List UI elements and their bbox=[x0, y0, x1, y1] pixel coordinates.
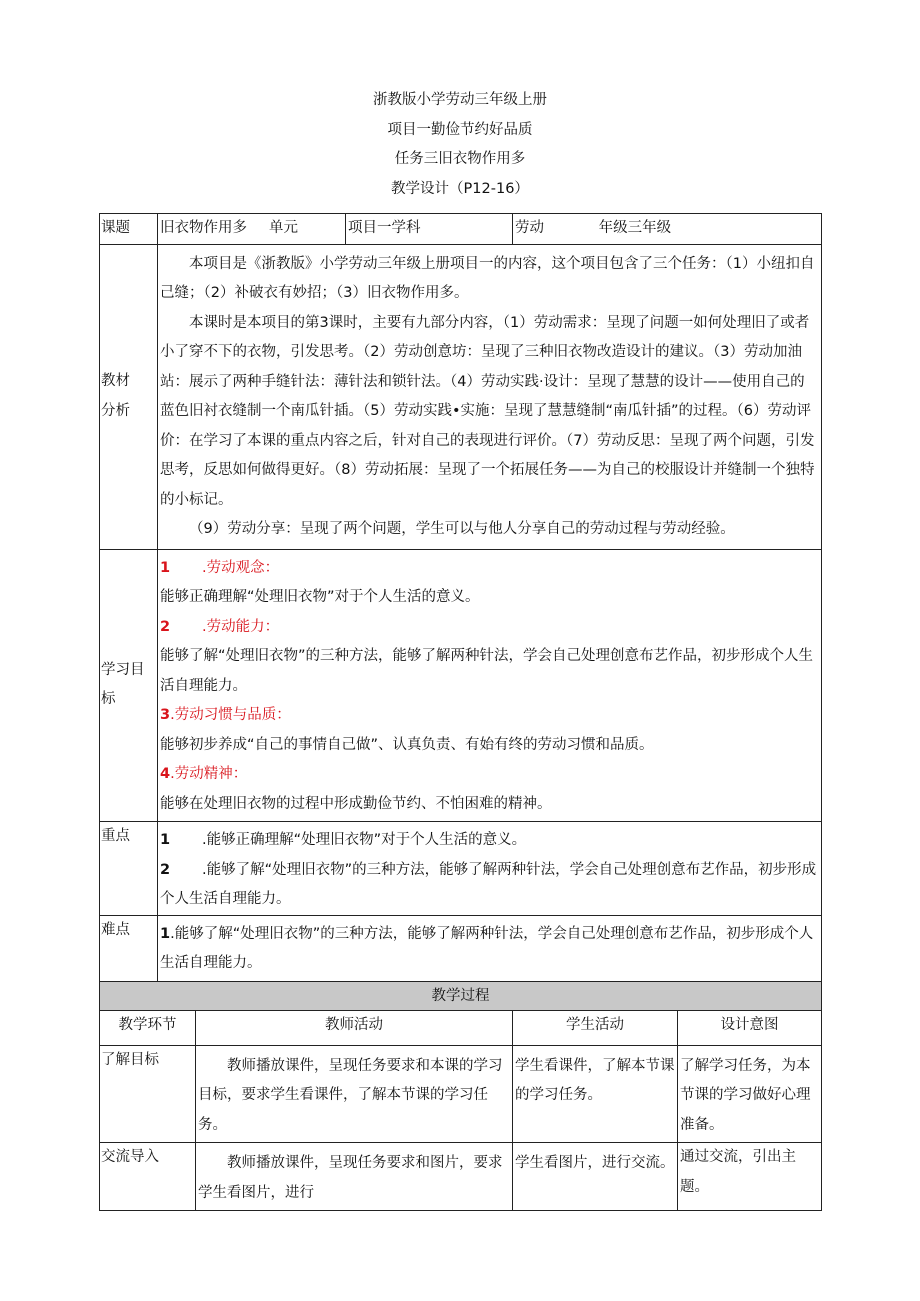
grade-value: 年级三年级 bbox=[598, 220, 672, 236]
column-stage: 教学环节 bbox=[100, 1010, 196, 1045]
objective-title: .劳动习惯与品质： bbox=[170, 707, 291, 723]
analysis-label-line-1: 教材 bbox=[101, 373, 130, 389]
column-student: 学生活动 bbox=[513, 1010, 678, 1045]
objective-title: .劳动观念： bbox=[202, 559, 280, 576]
analysis-paragraph: 本项目是《浙教版》小学劳动三年级上册项目一的内容，这个项目包含了三个任务：（1）小纽扣自己缝；（2）补破衣有妙招；（3）旧衣物作用多。 bbox=[160, 255, 815, 301]
objective-title: .劳动能力： bbox=[202, 618, 280, 635]
objective-number: 2 bbox=[160, 618, 171, 635]
difficulty-label: 难点 bbox=[100, 915, 158, 981]
analysis-content bbox=[158, 244, 822, 549]
objective-text: 能够在处理旧衣物的过程中形成勤俭节约、不怕困难的精神。 bbox=[160, 795, 552, 812]
student-cell: 学生看课件，了解本节课的学习任务。 bbox=[513, 1045, 678, 1143]
difficulty-content bbox=[158, 915, 822, 981]
objective-number: 1 bbox=[160, 559, 171, 576]
unit-label: 单元 bbox=[269, 220, 298, 236]
objective-heading bbox=[160, 554, 819, 584]
analysis-paragraph: （9）劳动分享：呈现了两个问题，学生可以与他人分享自己的劳动过程与劳动经验。 bbox=[189, 521, 735, 537]
teacher-cell: 教师播放课件，呈现任务要求和图片，要求学生看图片，进行 bbox=[196, 1143, 513, 1211]
objective-number: 3 bbox=[160, 707, 171, 723]
analysis-paragraph: 本课时是本项目的第3课时，主要有九部分内容，（1）劳动需求：呈现了问题一如何处理旧了或者小了穿不下的衣物，引发思考。（2）劳动创意坊：呈现了三种旧衣物改造设计的建议。（3）劳动加油站：展示了两种手缝针法：薄针法和锁针法。（4）劳动实践·设计：呈现了慧慧的设计——使用自己的蓝色旧衬衣缝制一个南瓜针插。（5）劳动实践•实施：呈现了慧慧缝制“南瓜针插”的过程。（6）劳动评价：在学习了本课的重点内容之后，针对自己的表现进行评价。（7）劳动反思：呈现了两个问题，引发思考，反思如何做得更好。（8）劳动拓展：呈现了一个拓展任务——为自己的校服设计并缝制一个独特的小标记。 bbox=[160, 314, 815, 508]
title-line-3: 任务三旧衣物作用多 bbox=[394, 151, 526, 167]
difficulty-text: .能够了解“处理旧衣物”的三种方法，能够了解两种针法，学会自己处理创意布艺作品，初步形成个人生活自理能力。 bbox=[160, 925, 814, 971]
process-title: 教学过程 bbox=[100, 981, 822, 1010]
objectives-label-line-2: 标 bbox=[101, 691, 116, 708]
student-cell: 学生看图片，进行交流。 bbox=[513, 1143, 678, 1211]
objective-heading bbox=[160, 701, 819, 731]
stage-cell: 交流导入 bbox=[100, 1143, 196, 1211]
analysis-row bbox=[100, 244, 822, 549]
title-line-4: 教学设计（P12-16） bbox=[391, 180, 529, 197]
table-row bbox=[100, 1143, 822, 1211]
key-point-item bbox=[160, 826, 819, 856]
stage-cell: 了解目标 bbox=[100, 1045, 196, 1143]
key-points-content bbox=[158, 822, 822, 916]
objective-text: 能够正确理解“处理旧衣物”对于个人生活的意义。 bbox=[160, 589, 480, 605]
objectives-label bbox=[100, 549, 158, 822]
analysis-label-line-2: 分析 bbox=[101, 402, 130, 419]
topic-row bbox=[100, 214, 822, 245]
subject-cell bbox=[513, 214, 822, 245]
topic-value: 旧衣物作用多 bbox=[160, 220, 247, 236]
topic-label: 课题 bbox=[100, 214, 158, 245]
lesson-plan-table bbox=[99, 213, 822, 1211]
objectives-label-line-1: 学习目 bbox=[101, 661, 145, 678]
key-point-number: 2 bbox=[160, 861, 171, 878]
key-point-number: 1 bbox=[160, 832, 171, 848]
objective-heading bbox=[160, 760, 819, 790]
objective-title: .劳动精神： bbox=[170, 766, 248, 782]
subject-value: 劳动 bbox=[515, 220, 544, 236]
objectives-row bbox=[100, 549, 822, 822]
difficulty-row bbox=[100, 915, 822, 981]
objective-heading bbox=[160, 613, 819, 643]
key-points-row bbox=[100, 822, 822, 916]
table-row bbox=[100, 1045, 822, 1143]
process-header-row bbox=[100, 1010, 822, 1045]
key-points-label: 重点 bbox=[100, 822, 158, 916]
intent-cell: 通过交流，引出主题。 bbox=[678, 1143, 822, 1211]
objectives-content bbox=[158, 549, 822, 822]
key-point-text: .能够正确理解“处理旧衣物”对于个人生活的意义。 bbox=[202, 832, 527, 848]
column-intent: 设计意图 bbox=[678, 1010, 822, 1045]
analysis-label bbox=[100, 244, 158, 549]
process-title-row bbox=[100, 981, 822, 1010]
topic-cell bbox=[158, 214, 346, 245]
column-teacher: 教师活动 bbox=[196, 1010, 513, 1045]
document-titles bbox=[0, 86, 920, 204]
unit-value: 项目一学科 bbox=[346, 214, 513, 245]
objective-text: 能够了解“处理旧衣物”的三种方法，能够了解两种针法，学会自己处理创意布艺作品，初步形成个人生活自理能力。 bbox=[160, 648, 814, 694]
key-point-item bbox=[160, 856, 819, 915]
teacher-cell: 教师播放课件，呈现任务要求和本课的学习目标，要求学生看课件，了解本节课的学习任务。 bbox=[196, 1045, 513, 1143]
intent-cell: 了解学习任务，为本节课的学习做好心理准备。 bbox=[678, 1045, 822, 1143]
key-point-text: .能够了解“处理旧衣物”的三种方法，能够了解两种针法，学会自己处理创意布艺作品，初步形成个人生活自理能力。 bbox=[160, 861, 817, 907]
objective-number: 4 bbox=[160, 766, 171, 782]
objective-text: 能够初步养成“自己的事情自己做”、认真负责、有始有终的劳动习惯和品质。 bbox=[160, 736, 654, 753]
title-line-1: 浙教版小学劳动三年级上册 bbox=[373, 92, 547, 108]
difficulty-number: 1 bbox=[160, 925, 171, 942]
title-line-2: 项目一勤俭节约好品质 bbox=[387, 121, 533, 138]
